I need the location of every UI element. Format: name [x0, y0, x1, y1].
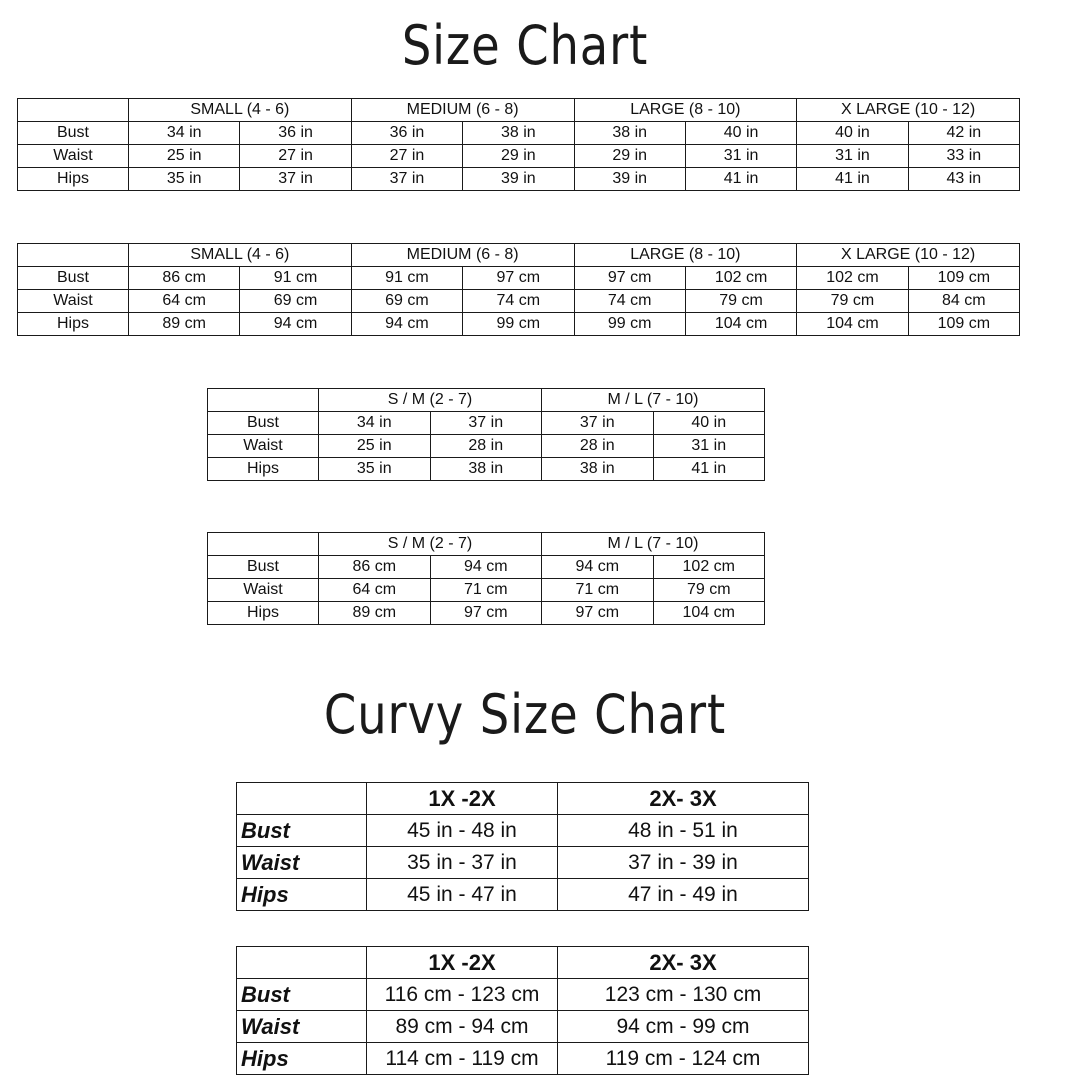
size-header: S / M (2 - 7): [319, 389, 542, 412]
row-label: Hips: [18, 168, 129, 191]
table-cell: 104 cm: [797, 313, 908, 336]
table-cell: 28 in: [430, 435, 542, 458]
table-cell: 37 in: [351, 168, 462, 191]
row-label: Hips: [208, 458, 319, 481]
table-cell: 47 in - 49 in: [558, 879, 809, 911]
table-cell: 97 cm: [542, 602, 654, 625]
table-cell: 39 in: [574, 168, 685, 191]
table-cell: 38 in: [542, 458, 654, 481]
size-table-inches: [17, 98, 1020, 191]
table-cell: 45 in - 48 in: [367, 815, 558, 847]
table-cell: 25 in: [319, 435, 431, 458]
size-header: 2X- 3X: [558, 783, 809, 815]
table-row: [18, 313, 1020, 336]
table-cell: 94 cm: [430, 556, 542, 579]
table-cell: 69 cm: [240, 290, 351, 313]
page-title: Size Chart: [401, 14, 649, 77]
table-cell: 25 in: [129, 145, 240, 168]
table-cell: 38 in: [463, 122, 574, 145]
table-cell: 89 cm: [129, 313, 240, 336]
table-row: [237, 979, 809, 1011]
row-label: Bust: [237, 979, 367, 1011]
size-header: SMALL (4 - 6): [129, 99, 352, 122]
table-cell: 64 cm: [129, 290, 240, 313]
table-row: [237, 1011, 809, 1043]
header-row: [237, 783, 809, 815]
size-header: 2X- 3X: [558, 947, 809, 979]
table-row: [208, 602, 765, 625]
table-cell: 40 in: [685, 122, 796, 145]
header-row: [18, 244, 1020, 267]
table-row: [208, 435, 765, 458]
row-label: Waist: [18, 290, 129, 313]
size-header: S / M (2 - 7): [319, 533, 542, 556]
table-cell: 33 in: [908, 145, 1019, 168]
size-table-sm-ml-inches: [207, 388, 765, 481]
corner-cell: [208, 389, 319, 412]
table-row: [208, 556, 765, 579]
row-label: Waist: [208, 579, 319, 602]
table-row: [18, 168, 1020, 191]
table-cell: 35 in: [129, 168, 240, 191]
row-label: Waist: [208, 435, 319, 458]
table-cell: 40 in: [653, 412, 765, 435]
size-header: LARGE (8 - 10): [574, 244, 797, 267]
table-cell: 97 cm: [430, 602, 542, 625]
row-label: Hips: [237, 1043, 367, 1075]
size-header: LARGE (8 - 10): [574, 99, 797, 122]
table-cell: 43 in: [908, 168, 1019, 191]
table-cell: 109 cm: [908, 313, 1019, 336]
corner-cell: [208, 533, 319, 556]
table-cell: 91 cm: [240, 267, 351, 290]
table-cell: 89 cm - 94 cm: [367, 1011, 558, 1043]
table-cell: 114 cm - 119 cm: [367, 1043, 558, 1075]
corner-cell: [18, 99, 129, 122]
table-row: [237, 1043, 809, 1075]
row-label: Hips: [18, 313, 129, 336]
table-row: [18, 290, 1020, 313]
table-cell: 36 in: [351, 122, 462, 145]
curvy-section-title: Curvy Size Chart: [323, 683, 727, 746]
table-cell: 29 in: [463, 145, 574, 168]
table-cell: 102 cm: [653, 556, 765, 579]
table-cell: 45 in - 47 in: [367, 879, 558, 911]
table-cell: 102 cm: [797, 267, 908, 290]
row-label: Waist: [237, 847, 367, 879]
size-header: X LARGE (10 - 12): [797, 99, 1020, 122]
table-cell: 31 in: [685, 145, 796, 168]
table-cell: 41 in: [653, 458, 765, 481]
size-header: MEDIUM (6 - 8): [351, 99, 574, 122]
table-cell: 69 cm: [351, 290, 462, 313]
size-header: 1X -2X: [367, 783, 558, 815]
size-table-sm-ml-cm: [207, 532, 765, 625]
table-row: [18, 267, 1020, 290]
corner-cell: [237, 783, 367, 815]
table-cell: 42 in: [908, 122, 1019, 145]
row-label: Bust: [18, 267, 129, 290]
table-cell: 35 in: [319, 458, 431, 481]
table-cell: 79 cm: [653, 579, 765, 602]
row-label: Waist: [237, 1011, 367, 1043]
corner-cell: [237, 947, 367, 979]
table-cell: 71 cm: [542, 579, 654, 602]
size-header: M / L (7 - 10): [542, 533, 765, 556]
corner-cell: [18, 244, 129, 267]
table-cell: 86 cm: [319, 556, 431, 579]
table-cell: 31 in: [797, 145, 908, 168]
row-label: Hips: [208, 602, 319, 625]
row-label: Waist: [18, 145, 129, 168]
table-cell: 74 cm: [463, 290, 574, 313]
table-cell: 79 cm: [797, 290, 908, 313]
table-cell: 94 cm: [351, 313, 462, 336]
table-cell: 119 cm - 124 cm: [558, 1043, 809, 1075]
row-label: Bust: [18, 122, 129, 145]
table-cell: 123 cm - 130 cm: [558, 979, 809, 1011]
header-row: [18, 99, 1020, 122]
size-header: X LARGE (10 - 12): [797, 244, 1020, 267]
table-row: [208, 412, 765, 435]
table-row: [208, 458, 765, 481]
header-row: [237, 947, 809, 979]
size-table-cm: [17, 243, 1020, 336]
size-header: SMALL (4 - 6): [129, 244, 352, 267]
table-cell: 41 in: [797, 168, 908, 191]
table-cell: 64 cm: [319, 579, 431, 602]
table-cell: 79 cm: [685, 290, 796, 313]
curvy-table-inches: [236, 782, 809, 911]
row-label: Bust: [208, 412, 319, 435]
table-cell: 41 in: [685, 168, 796, 191]
table-row: [208, 579, 765, 602]
table-cell: 97 cm: [574, 267, 685, 290]
table-cell: 40 in: [797, 122, 908, 145]
table-cell: 38 in: [430, 458, 542, 481]
row-label: Hips: [237, 879, 367, 911]
table-cell: 84 cm: [908, 290, 1019, 313]
table-row: [237, 815, 809, 847]
table-cell: 39 in: [463, 168, 574, 191]
table-cell: 91 cm: [351, 267, 462, 290]
table-cell: 35 in - 37 in: [367, 847, 558, 879]
table-cell: 27 in: [240, 145, 351, 168]
table-cell: 104 cm: [653, 602, 765, 625]
table-cell: 86 cm: [129, 267, 240, 290]
table-cell: 102 cm: [685, 267, 796, 290]
table-row: [237, 847, 809, 879]
table-cell: 97 cm: [463, 267, 574, 290]
header-row: [208, 389, 765, 412]
table-cell: 48 in - 51 in: [558, 815, 809, 847]
table-cell: 74 cm: [574, 290, 685, 313]
table-cell: 99 cm: [463, 313, 574, 336]
table-cell: 94 cm: [542, 556, 654, 579]
table-cell: 116 cm - 123 cm: [367, 979, 558, 1011]
table-cell: 34 in: [129, 122, 240, 145]
table-cell: 71 cm: [430, 579, 542, 602]
table-cell: 37 in: [542, 412, 654, 435]
row-label: Bust: [237, 815, 367, 847]
table-cell: 99 cm: [574, 313, 685, 336]
table-cell: 104 cm: [685, 313, 796, 336]
table-cell: 34 in: [319, 412, 431, 435]
table-cell: 94 cm - 99 cm: [558, 1011, 809, 1043]
size-header: MEDIUM (6 - 8): [351, 244, 574, 267]
table-cell: 38 in: [574, 122, 685, 145]
table-cell: 29 in: [574, 145, 685, 168]
table-cell: 37 in - 39 in: [558, 847, 809, 879]
table-cell: 27 in: [351, 145, 462, 168]
table-cell: 109 cm: [908, 267, 1019, 290]
size-header: 1X -2X: [367, 947, 558, 979]
size-header: M / L (7 - 10): [542, 389, 765, 412]
table-cell: 37 in: [240, 168, 351, 191]
table-cell: 31 in: [653, 435, 765, 458]
table-cell: 94 cm: [240, 313, 351, 336]
table-cell: 89 cm: [319, 602, 431, 625]
table-row: [237, 879, 809, 911]
header-row: [208, 533, 765, 556]
table-cell: 28 in: [542, 435, 654, 458]
table-row: [18, 122, 1020, 145]
table-row: [18, 145, 1020, 168]
curvy-table-cm: [236, 946, 809, 1075]
row-label: Bust: [208, 556, 319, 579]
table-cell: 36 in: [240, 122, 351, 145]
table-cell: 37 in: [430, 412, 542, 435]
